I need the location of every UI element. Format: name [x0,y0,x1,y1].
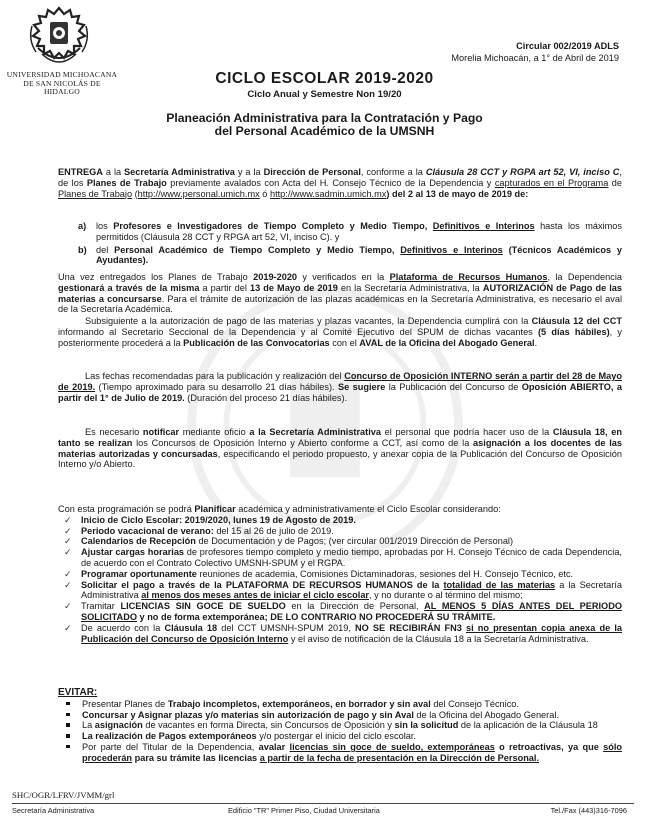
footer-center: Edificio "TR" Primer Piso, Ciudad Universitaria [228,806,380,815]
text-bold: Inicio de Ciclo Escolar: 2019/2020, lunes 19 de Agosto de 2019. [81,514,356,525]
text-bold-underline: AL MENOS 5 DÍAS ANTES DEL PERIODO SOLICITADO [81,601,622,622]
checklist-item [58,569,622,580]
text-bold-underline: Definitivos e Interinos [432,221,535,231]
university-name-line1: UNIVERSIDAD MICHOACANA [6,70,118,79]
text-bold-underline: Concurso de Oposición INTERNO serán a partir del 28 de Mayo de 2019. [58,371,622,392]
text-bold: Planificar [194,504,236,514]
evitar-item [58,710,622,721]
text-bold: Personal Académico de Tiempo Completo y Medio Tiempo, [114,244,401,255]
checklist-item [58,623,622,645]
document-heading [0,112,649,138]
paragraph-fechas [58,371,622,403]
text: Con esta programación se podrá [58,504,195,514]
checklist-item [58,536,622,547]
link-sadmin[interactable]: http://www.sadmin.umich.mx [269,188,387,199]
text: , y no durante o al término del mismo; [369,590,523,601]
checklist-item [58,580,622,602]
text: Subsiguiente a la autorización de pago de las materias y plazas vacantes, la Dependencia cumplirá con la [85,316,532,326]
footer-left: Secretaría Administrativa [12,806,95,815]
text: reuniones de academia, Comisiones Dictaminadoras, sesiones del H. Consejo Técnico, etc. [196,568,574,579]
text-underline: Planes de Trabajo [58,188,133,199]
text-bold: Secretaría Administrativa [124,167,235,177]
text: del Consejo Técnico. [430,698,519,709]
text-bold: Trabajo incompletos, extemporáneos, en borrador y sin aval [167,698,431,709]
check-icon: ✓ [64,601,72,612]
paragraph-notificar [58,427,622,470]
planning-section [58,504,622,644]
text-underline: capturados en el Programa [494,177,609,188]
text-bold: Programar oportunamente [81,568,197,579]
text-bold: y no de forma extemporánea; DE LO CONTRARIO NO PROCEDERÁ SU TRÁMITE. [136,611,496,622]
text-bold: Oposición ABIERTO, a partir del 1° de Julio de 2019. [58,381,622,403]
text: , especificando el periodo propuesto, y anexar copia de la Publicación del Concurso de Oposición Interno y/o Abierto. [58,448,622,470]
text: . [534,337,538,348]
text: hasta los máximos permitidos (Cláusula 28 CCT y RPGA art 52, VI, inciso C). y [96,221,622,242]
check-icon: ✓ [64,622,72,633]
text-bold-underline: sólo procederán [82,741,622,763]
list-marker: a) [78,221,87,231]
text: Una vez entregados los Planes de Trabajo [58,272,254,282]
text: (Tiempo aproximado para su desarrollo 21 días hábiles). [95,381,335,392]
bullet-icon [66,713,70,717]
text-bold-underline: a partir de la fecha de presentación en la Dirección de Personal. [259,752,540,763]
list-ab [58,221,622,266]
text: , y posteriormente procederá a la [58,326,622,348]
evitar-item [58,731,622,742]
text: a la Secretaría Administrativa [81,579,622,601]
bullet-icon [66,745,70,749]
text-bold-underline: totalidad de las materias [443,579,556,590]
text: previamente avalados con Acta del H. Consejo Técnico de la Dependencia y [166,177,495,188]
text-bold: o retroactivas, ya que [494,741,604,752]
text-bold: Cláusula 18 [164,622,218,633]
text: de la aplicación de la Cláusula 18 [458,720,598,731]
text-bold: Cláusula 18, en tanto se realizan [58,427,622,448]
text-bold: avalar [258,741,290,752]
text-bold-underline: licencias sin goce de sueldo, extemporáneas [289,741,495,752]
text-bold-underline: Plataforma de Recursos Humanos [389,272,548,282]
text: de [608,177,622,188]
text: a la [102,167,125,177]
text-bold: AUTORIZACIÓN de Pago de las materias a concursarse [58,282,623,304]
text: y verificados en la [297,272,390,282]
checklist-item [58,601,622,623]
text: y a la [234,167,264,177]
text: Es necesario [85,427,143,437]
heading-line2: del Personal Académico de la UMSNH [214,124,435,138]
text-bold: (Técnicos Académicos y Ayudantes). [96,244,622,266]
text: en la Secretaría Administrativa, la [337,282,483,293]
text: del [96,244,115,255]
text: el personal que podría hacer uso de la [381,427,553,437]
reference-initials: SHC/OGR/LFRV/JVMM/grl [12,790,115,800]
check-icon: ✓ [64,514,72,525]
text-bold: Se sugiere [337,381,386,392]
list-item [58,245,622,267]
text-bold: Publicación de las Convocatorias [183,337,330,348]
text: informando al Secretario Seccional de la Dependencia y al Comité Ejecutivo del SPUM de dichas vacantes [58,326,538,337]
text-bold: Profesores e Investigadores de Tiempo Completo y Medio Tiempo, [113,221,433,231]
text-bold: asignación a los docentes de las materias autorizadas y concursadas [58,437,622,459]
link-personal[interactable]: (http://www.personal.umich.mx [134,188,260,199]
paragraph-clausula-12 [58,316,622,348]
text: La [82,720,95,731]
text: y/o postergar el inicio del ciclo escolar. [256,731,416,742]
text: Por parte del Titular de la Dependencia, [82,741,259,752]
text-bold: a la Secretaría Administrativa [249,427,382,437]
text-bold: ) del 2 al 13 de mayo de 2019 de: [386,188,529,199]
text-bold: notificar [142,427,180,437]
evitar-title: EVITAR: [58,687,98,698]
text: la Publicación del Concurso de [385,381,522,392]
page-title: CICLO ESCOLAR 2019-2020 [215,70,434,87]
text: , de los [58,167,622,188]
check-icon: ✓ [64,547,72,558]
text: de la Oficina del Abogado General. [413,709,559,720]
text: con el [329,337,360,348]
text-bold: Cláusula 12 del CCT [531,316,622,326]
text: de vacantes en forma Directa, sin Concursos de Oposición y [142,720,395,731]
text: De acuerdo con la [81,622,165,633]
page-subtitle: Ciclo Anual y Semestre Non 19/20 [247,89,402,100]
text: de profesores tiempo completo y medio tiempo, aprobadas por H. Consejo Técnico de cada Dependencia, de acuerdo con el Contrato Colectivo UMSNH-SPUM y el RGPA. [81,547,622,568]
evitar-section [58,688,622,764]
text-bold: ENTREGA [58,167,103,177]
text-bold: 13 de Mayo de 2019 [249,282,338,293]
text-bold: gestionará a través de la misma [58,282,200,293]
text: ó [259,188,270,199]
text-bold: (5 días hábiles) [537,326,610,337]
list-item [58,221,622,243]
university-logo [24,6,94,72]
footer-right: Tel./Fax (443)316-7096 [550,806,627,815]
bullet-icon [66,723,70,727]
checklist-item [58,547,622,569]
bullet-icon [66,734,70,738]
text-bold: 2019-2020 [253,272,298,282]
evitar-item [58,742,622,764]
text-bold: LICENCIAS SIN GOCE DE SUELDO [120,601,286,612]
place-date: Morelia Michoacán, a 1° de Abril de 2019 [451,53,619,63]
text-bold: para su trámite las licencias [132,752,260,763]
text-bold: Solicitar el pago a través de la PLATAFORMA DE RECURSOS HUMANOS de la [81,579,444,590]
text-bold: NO SE RECIBIRÁN FN3 [355,622,466,633]
list-marker: b) [78,244,87,255]
text-bold-underline: al menos dos meses antes de iniciar el ciclo escolar [141,590,370,601]
text-bold: Dirección de Personal [263,167,361,177]
check-icon: ✓ [64,525,72,536]
text-bold-underline: si no presentan copia anexa de la Publicación del Concurso de Oposición Interno [81,622,622,644]
check-icon: ✓ [64,568,72,579]
text: Presentar Planes de [82,698,168,709]
text: en la Dirección de Personal, [285,601,425,612]
text: Las fechas recomendadas para la publicación y realización del [85,371,345,381]
text: de Documentación y de Pagos; (ver circular 001/2019 Dirección de Personal) [195,536,514,547]
text-bold: Planes de Trabajo [86,177,167,188]
text: del 15 al 26 de julio de 2019. [213,525,334,536]
checklist-item [58,526,622,537]
checklist-item [58,515,622,526]
check-icon: ✓ [64,536,72,547]
text: a partir del [199,282,250,293]
text-bold: La realización de Pagos extemporáneos [82,731,257,742]
text: . Para el trámite de autorización de las plazas académicas en la Secretaría Administrativa, es necesario el aval de la Secretaría Académica. [58,293,623,315]
footer-divider [12,803,634,804]
text: del CCT UMSNH-SPUM 2019, [217,622,356,633]
heading-line1: Planeación Administrativa para la Contratación y Pago [166,111,483,125]
text-bold: Ajustar cargas horarias [81,547,185,558]
circular-number: Circular 002/2019 ADLS [516,41,619,51]
text-bold: AVAL de la Oficina del Abogado General [359,337,535,348]
text-bold: Calendarios de Recepción [81,536,196,547]
text-bold: asignación [94,720,143,731]
text-bold: sin la solicitud [394,720,459,731]
text: y el aviso de notificación de la Cláusula 18 a la Secretaría Administrativa. [288,633,589,644]
text: mediante oficio [179,427,250,437]
text: (Duración del proceso 21 días hábiles). [184,392,348,403]
text-bold: Concursar y Asignar plazas y/o materias sin autorización de pago y sin Aval [82,709,414,720]
text: los [96,221,114,231]
text-bold-underline: Definitivos e Interinos [400,244,503,255]
intro-paragraph [58,167,622,199]
text-bold-italic: Cláusula 28 CCT y RGPA art 52, VI, inciso C [425,167,620,177]
circular-info [451,40,619,64]
text: los Concursos de Oposición Interno y Abierto conforme a CCT, así como de la [132,437,474,448]
paragraph-autorizacion [58,272,622,315]
text-bold: Periodo vacacional de verano: [81,525,214,536]
text: , la Dependencia [547,272,622,282]
bullet-icon [66,702,70,706]
text: Tramitar [81,601,121,612]
evitar-item [58,699,622,710]
evitar-item [58,720,622,731]
university-name-line2: DE SAN NICOLÁS DE HIDALGO [23,78,101,97]
text: , conforme a la [360,167,426,177]
text: académica y administrativamente el Ciclo Escolar considerando: [235,504,501,514]
check-icon: ✓ [64,579,72,590]
